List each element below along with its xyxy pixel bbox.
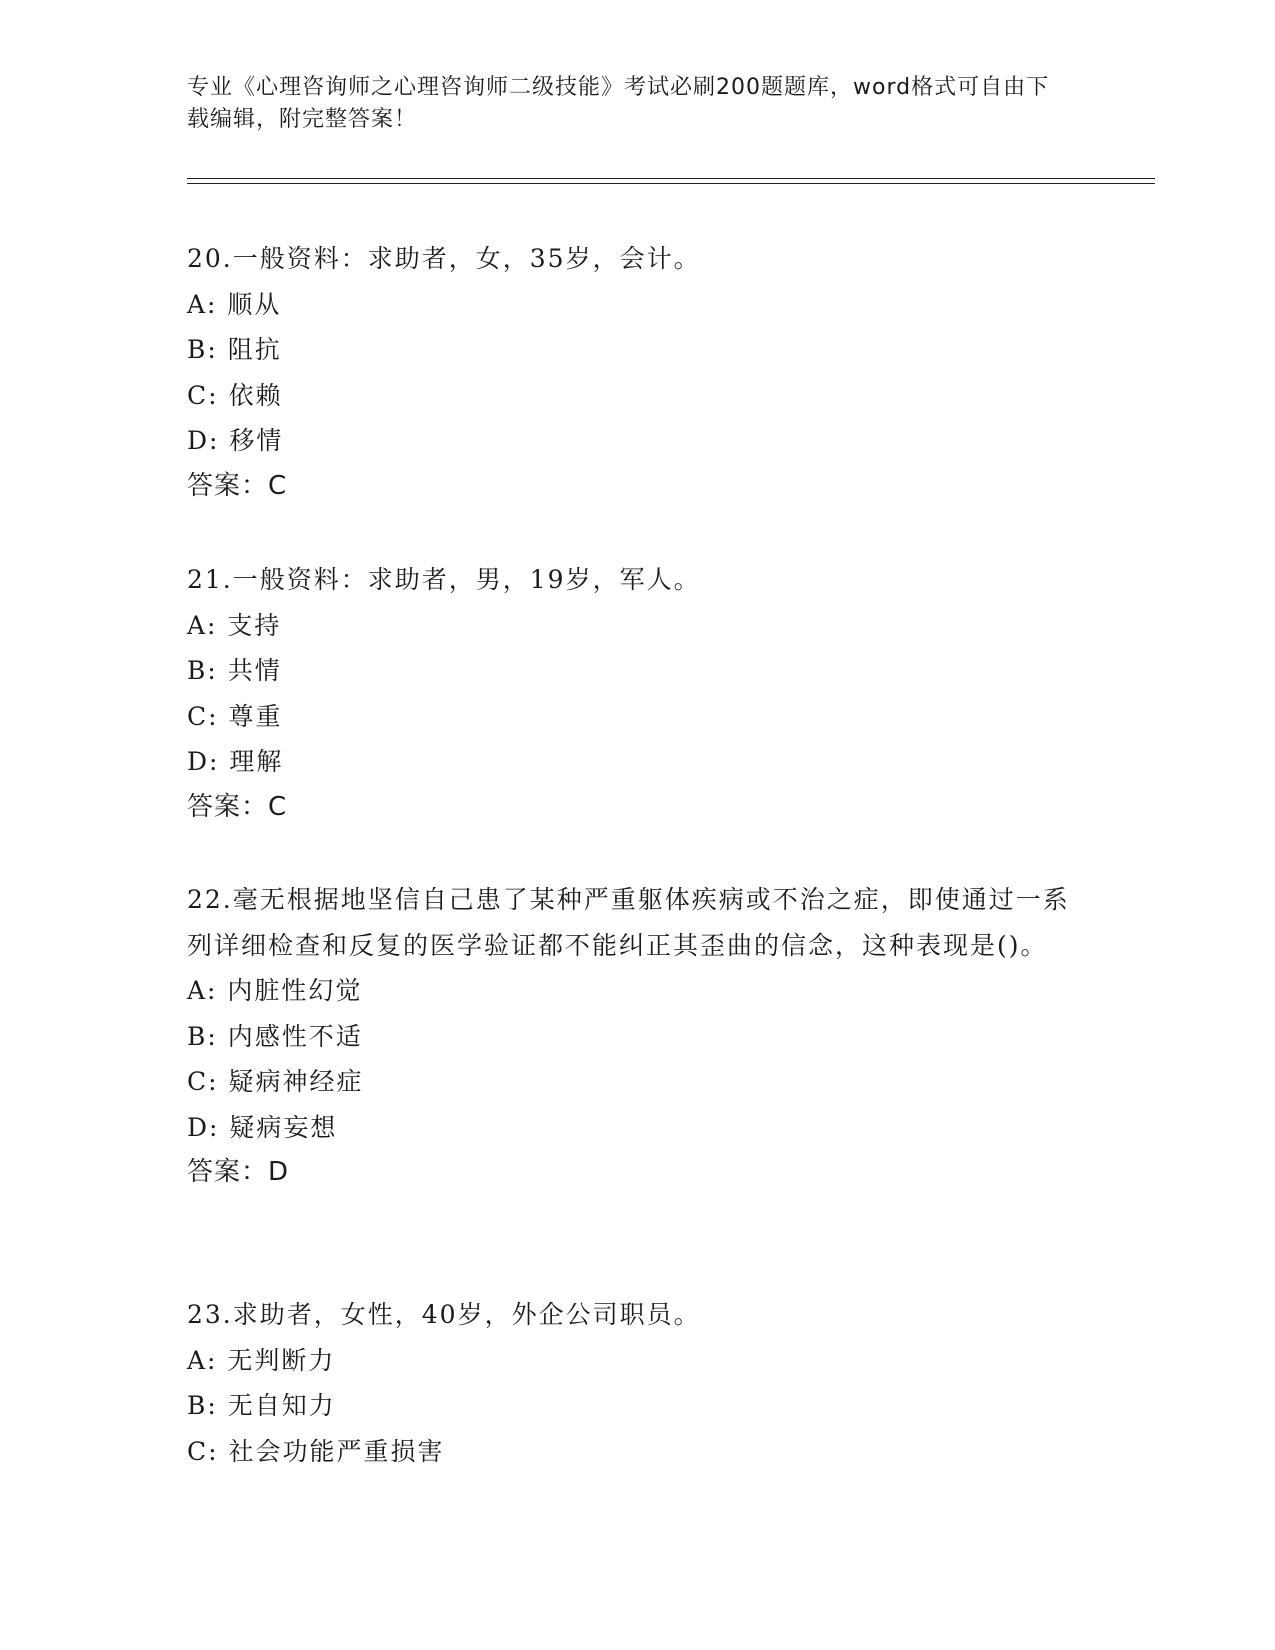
question-stem: 23.求助者，女性，40岁，外企公司职员。 bbox=[187, 1300, 701, 1329]
option-c: C: 疑病神经症 bbox=[187, 1067, 364, 1096]
option-c: C: 社会功能严重损害 bbox=[187, 1436, 445, 1466]
question-23 bbox=[187, 1292, 1087, 1474]
option-b: B: 共情 bbox=[187, 656, 282, 685]
option-a: A: 顺从 bbox=[187, 289, 282, 319]
header-divider-bottom bbox=[187, 183, 1155, 184]
document-header: 专业《心理咨询师之心理咨询师二级技能》考试必刷200题题库，word格式可自由下载编辑，附完整答案！ bbox=[187, 75, 1050, 132]
answer-line: 答案：C bbox=[187, 791, 288, 822]
option-d: D: 理解 bbox=[187, 747, 284, 776]
question-stem: 21.一般资料：求助者，男，19岁，军人。 bbox=[187, 565, 701, 594]
option-d: D: 疑病妄想 bbox=[187, 1112, 338, 1142]
option-c: C: 尊重 bbox=[187, 701, 283, 731]
option-a: A: 支持 bbox=[187, 610, 282, 640]
option-a: A: 无判断力 bbox=[187, 1345, 336, 1375]
question-22 bbox=[187, 877, 1087, 1196]
answer-line: 答案：C bbox=[187, 470, 288, 501]
option-d: D: 移情 bbox=[187, 426, 284, 455]
question-stem: 22.毫无根据地坚信自己患了某种严重躯体疾病或不治之症，即使通过一系列详细检查和反复的医学验证都不能纠正其歪曲的信念，这种表现是()。 bbox=[187, 885, 1070, 960]
option-a: A: 内脏性幻觉 bbox=[187, 976, 363, 1005]
header-divider-top bbox=[187, 178, 1155, 179]
question-stem: 20.一般资料：求助者，女，35岁，会计。 bbox=[187, 244, 701, 273]
option-b: B: 无自知力 bbox=[187, 1391, 336, 1420]
option-b: B: 阻抗 bbox=[187, 335, 282, 364]
option-b: B: 内感性不适 bbox=[187, 1021, 363, 1051]
question-20 bbox=[187, 236, 1087, 509]
question-21 bbox=[187, 557, 1087, 830]
option-c: C: 依赖 bbox=[187, 380, 283, 410]
answer-line: 答案：D bbox=[187, 1157, 290, 1187]
